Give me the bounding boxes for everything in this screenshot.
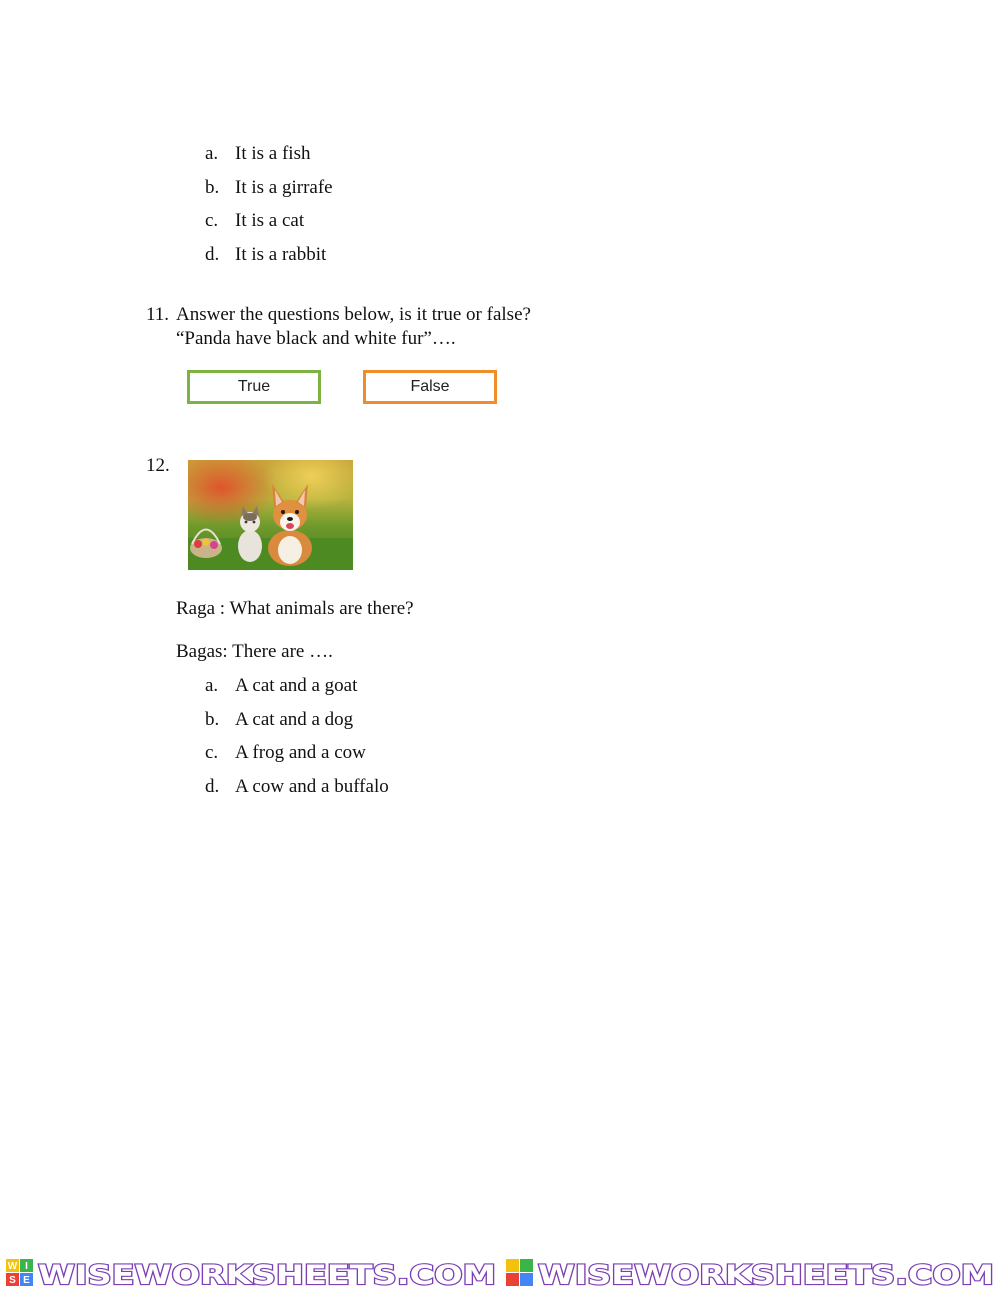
q11-statement: “Panda have black and white fur”…. xyxy=(176,328,456,349)
q12-option-b[interactable]: A cat and a dog xyxy=(235,709,354,730)
dialog-bagas: Bagas: There are …. xyxy=(176,641,333,662)
q10-option-d[interactable]: It is a rabbit xyxy=(235,244,327,265)
brand-text-1: WISEWORKSHEETS.COM xyxy=(38,1260,496,1291)
true-button[interactable] xyxy=(187,370,321,404)
cat-and-dog-photo xyxy=(188,460,353,570)
logo-letter-i: I xyxy=(25,1261,28,1272)
q10-option-a-letter: a. xyxy=(205,143,219,164)
q12-option-d-letter: d. xyxy=(205,776,220,797)
q10-option-d-letter: d. xyxy=(205,244,220,265)
q12-option-a[interactable]: A cat and a goat xyxy=(235,675,358,696)
q11-number: 11. xyxy=(146,304,170,325)
true-button-label: True xyxy=(237,378,271,395)
q12-option-c[interactable]: A frog and a cow xyxy=(235,742,366,763)
false-button[interactable] xyxy=(363,370,497,404)
wiseworksheets-banner xyxy=(0,1253,1000,1291)
logo-letter-s: S xyxy=(9,1275,16,1286)
dialog-raga: Raga : What animals are there? xyxy=(176,598,414,619)
false-button-label: False xyxy=(410,378,450,395)
wise-logo-icon xyxy=(6,1259,33,1286)
q12-option-d[interactable]: A cow and a buffalo xyxy=(235,776,389,797)
q10-option-c-letter: c. xyxy=(205,210,219,231)
logo-letter-e: E xyxy=(23,1275,30,1286)
q11-question: Answer the questions below, is it true or false? xyxy=(176,304,531,325)
wise-logo-icon xyxy=(506,1259,533,1286)
q12-option-c-letter: c. xyxy=(205,742,219,763)
logo-letter-w: W xyxy=(7,1261,18,1272)
q12-option-a-letter: a. xyxy=(205,675,219,696)
q10-option-a[interactable]: It is a fish xyxy=(235,143,311,164)
brand-text-2: WISEWORKSHEETS.COM xyxy=(538,1260,994,1291)
q10-option-b[interactable]: It is a girrafe xyxy=(235,177,333,198)
q12-number: 12. xyxy=(146,455,170,476)
q10-option-b-letter: b. xyxy=(205,177,220,198)
q10-option-c[interactable]: It is a cat xyxy=(235,210,305,231)
q12-option-b-letter: b. xyxy=(205,709,220,730)
